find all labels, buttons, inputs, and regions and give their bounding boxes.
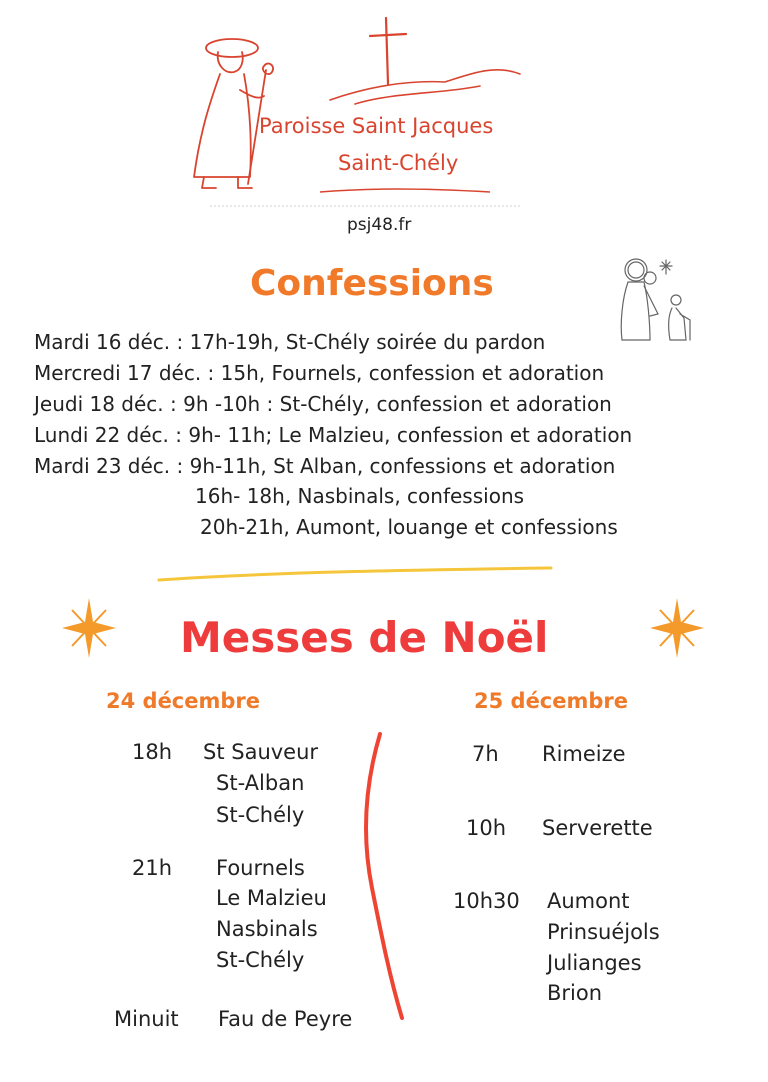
day-24-label: 24 décembre — [106, 689, 261, 713]
star-icon — [648, 596, 706, 660]
masses-title: Messes de Noël — [180, 613, 549, 662]
mass-place: St-Chély — [216, 948, 305, 972]
mass-place: Rimeize — [542, 742, 626, 766]
confessions-title: Confessions — [250, 263, 494, 304]
confession-line: Mercredi 17 déc. : 15h, Fournels, confession et adoration — [34, 361, 605, 385]
mass-place: St Sauveur — [203, 740, 319, 764]
parish-town: Saint-Chély — [338, 151, 459, 175]
mass-place: Fau de Peyre — [218, 1007, 353, 1031]
mass-place: Serverette — [542, 816, 653, 840]
mass-place: Aumont — [547, 889, 630, 913]
hill-lines-icon — [330, 70, 520, 104]
logo-dotted-divider — [210, 205, 520, 207]
column-divider — [350, 728, 410, 1024]
mass-time: 18h — [132, 740, 173, 764]
mass-time: Minuit — [114, 1007, 179, 1031]
mass-place: Nasbinals — [216, 917, 318, 941]
section-divider — [155, 562, 555, 584]
cross-icon — [370, 18, 406, 84]
mass-place: St-Alban — [216, 771, 305, 795]
mass-place: Brion — [547, 981, 603, 1005]
mass-time: 21h — [132, 856, 173, 880]
mass-place: St-Chély — [216, 803, 305, 827]
confession-line: Mardi 16 déc. : 17h-19h, St-Chély soirée du pardon — [34, 330, 546, 354]
mass-place: Prinsuéjols — [547, 920, 660, 944]
confession-line: 16h- 18h, Nasbinals, confessions — [195, 484, 525, 508]
mass-time: 7h — [472, 742, 499, 766]
confession-line: Lundi 22 déc. : 9h- 11h; Le Malzieu, confession et adoration — [34, 423, 633, 447]
mass-place: Julianges — [547, 951, 642, 975]
mass-time: 10h — [466, 816, 507, 840]
day-25-label: 25 décembre — [474, 689, 629, 713]
confession-line: Mardi 23 déc. : 9h-11h, St Alban, confessions et adoration — [34, 454, 616, 478]
star-icon — [60, 596, 118, 660]
mass-place: Le Malzieu — [216, 886, 327, 910]
mass-place: Fournels — [216, 856, 305, 880]
confession-line: 20h-21h, Aumont, louange et confessions — [200, 515, 618, 539]
confession-line: Jeudi 18 déc. : 9h -10h : St-Chély, confession et adoration — [34, 392, 612, 416]
holy-family-icon — [614, 254, 698, 344]
logo-underline — [320, 189, 490, 192]
parish-name: Paroisse Saint Jacques — [259, 114, 494, 138]
mass-time: 10h30 — [453, 889, 520, 913]
website-link[interactable]: psj48.fr — [347, 215, 412, 235]
